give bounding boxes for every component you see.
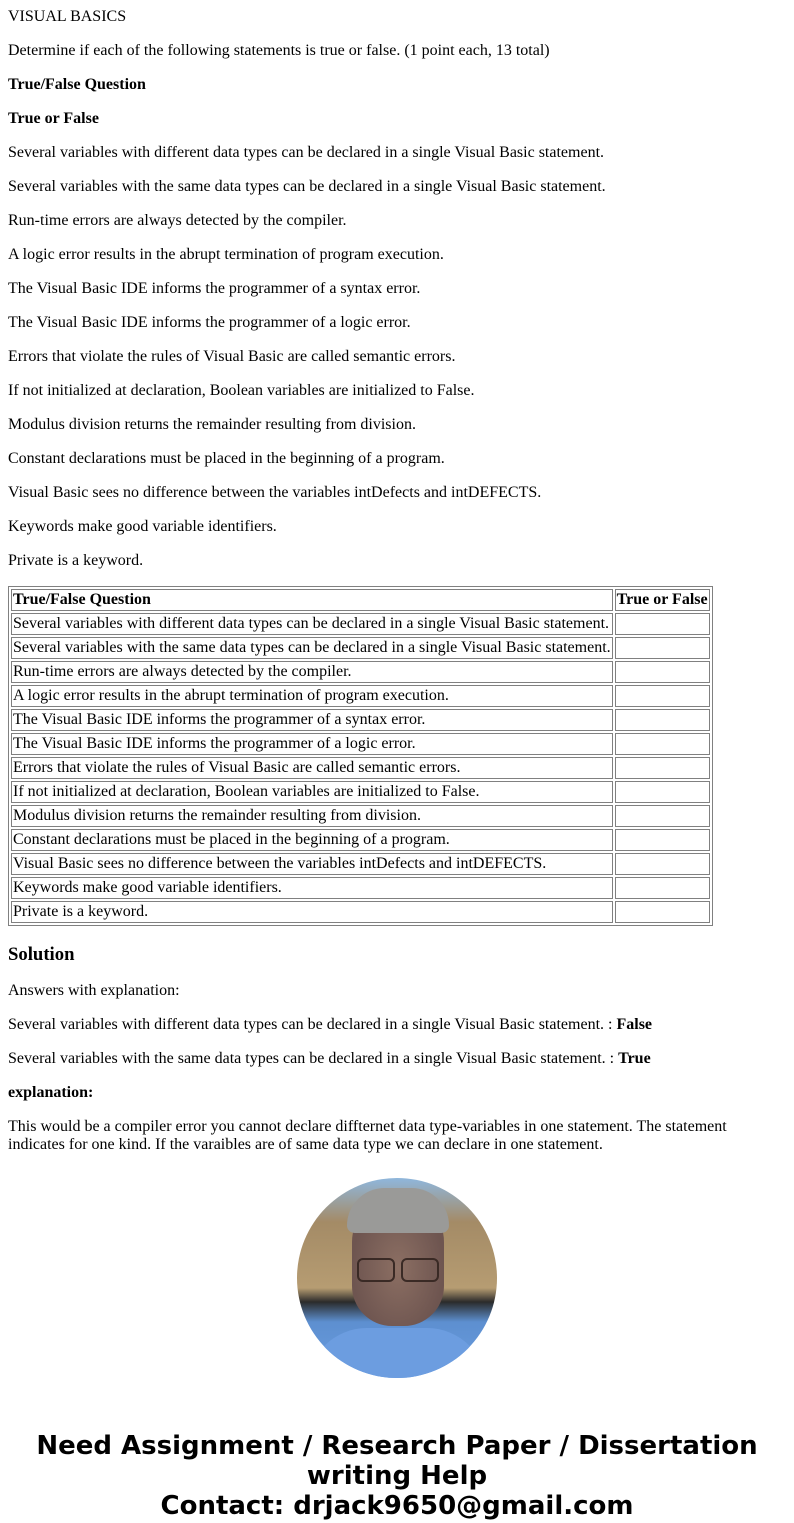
question-statement: A logic error results in the abrupt termination of program execution. <box>8 246 444 263</box>
question-cell: Several variables with different data types can be declared in a single Visual Basic statement. <box>11 613 613 635</box>
answer-cell <box>615 685 710 707</box>
explanation-text: This would be a compiler error you cannot declare diffternet data type-variables in one statement. The statement indicates for one kind. If the varaibles are of same data type we can declare in one statement. <box>8 1118 727 1153</box>
answer-cell <box>615 805 710 827</box>
table-header-row <box>11 589 710 611</box>
promo-footer <box>0 1431 794 1521</box>
question-list <box>8 144 786 570</box>
answer-cell <box>615 733 710 755</box>
question-cell: Visual Basic sees no difference between the variables intDefects and intDEFECTS. <box>11 853 613 875</box>
question-cell: Private is a keyword. <box>11 901 613 923</box>
question-cell: Modulus division returns the remainder resulting from division. <box>11 805 613 827</box>
question-statement: Several variables with the same data types can be declared in a single Visual Basic statement. <box>8 178 606 195</box>
table-row <box>11 637 710 659</box>
answer-statement: Several variables with different data types can be declared in a single Visual Basic statement. : <box>8 1016 613 1033</box>
answer-cell <box>615 901 710 923</box>
question-cell: Several variables with the same data types can be declared in a single Visual Basic statement. <box>11 637 613 659</box>
question-heading: True/False Question <box>8 76 146 93</box>
answer-item <box>8 1050 786 1068</box>
answer-cell <box>615 781 710 803</box>
table-row <box>11 853 710 875</box>
question-cell: Run-time errors are always detected by the compiler. <box>11 661 613 683</box>
col-header-question: True/False Question <box>11 589 613 611</box>
table-row <box>11 829 710 851</box>
instructions: Determine if each of the following statements is true or false. (1 point each, 13 total) <box>8 42 550 59</box>
table-row <box>11 877 710 899</box>
answer-cell <box>615 613 710 635</box>
table-row <box>11 685 710 707</box>
col-header-answer: True or False <box>615 589 710 611</box>
answer-cell <box>615 709 710 731</box>
contact-line: Contact: drjack9650@gmail.com <box>160 1491 634 1521</box>
answer-value: True <box>618 1050 651 1067</box>
question-statement: Errors that violate the rules of Visual Basic are called semantic errors. <box>8 348 456 365</box>
question-cell: Constant declarations must be placed in the beginning of a program. <box>11 829 613 851</box>
answer-cell <box>615 637 710 659</box>
question-cell: Keywords make good variable identifiers. <box>11 877 613 899</box>
answer-cell <box>615 757 710 779</box>
answer-list <box>8 1016 786 1068</box>
solution-intro: Answers with explanation: <box>8 982 180 999</box>
question-statement: Run-time errors are always detected by the compiler. <box>8 212 347 229</box>
question-statement: If not initialized at declaration, Boolean variables are initialized to False. <box>8 382 475 399</box>
answer-item <box>8 1016 786 1034</box>
question-cell: Errors that violate the rules of Visual Basic are called semantic errors. <box>11 757 613 779</box>
question-cell: A logic error results in the abrupt termination of program execution. <box>11 685 613 707</box>
promo-line: Need Assignment / Research Paper / Dissertation writing Help <box>36 1431 758 1491</box>
question-statement: Keywords make good variable identifiers. <box>8 518 277 535</box>
table-row <box>11 781 710 803</box>
question-statement: Visual Basic sees no difference between the variables intDefects and intDEFECTS. <box>8 484 542 501</box>
table-row <box>11 709 710 731</box>
question-statement: Several variables with different data types can be declared in a single Visual Basic statement. <box>8 144 605 161</box>
answer-value: False <box>616 1016 653 1033</box>
table-row <box>11 901 710 923</box>
author-photo <box>297 1178 497 1378</box>
answer-cell <box>615 829 710 851</box>
table-row <box>11 661 710 683</box>
question-cell: The Visual Basic IDE informs the programmer of a logic error. <box>11 733 613 755</box>
explanation-label: explanation: <box>8 1084 94 1101</box>
question-cell: If not initialized at declaration, Boolean variables are initialized to False. <box>11 781 613 803</box>
question-statement: Constant declarations must be placed in the beginning of a program. <box>8 450 445 467</box>
answer-cell <box>615 853 710 875</box>
table-row <box>11 733 710 755</box>
question-statement: The Visual Basic IDE informs the programmer of a logic error. <box>8 314 411 331</box>
question-cell: The Visual Basic IDE informs the programmer of a syntax error. <box>11 709 613 731</box>
table-row <box>11 613 710 635</box>
answer-cell <box>615 877 710 899</box>
answer-statement: Several variables with the same data types can be declared in a single Visual Basic statement. : <box>8 1050 615 1067</box>
question-statement: The Visual Basic IDE informs the programmer of a syntax error. <box>8 280 421 297</box>
table-row <box>11 757 710 779</box>
doc-title: VISUAL BASICS <box>8 8 127 25</box>
question-statement: Private is a keyword. <box>8 552 144 569</box>
question-statement: Modulus division returns the remainder resulting from division. <box>8 416 416 433</box>
table-row <box>11 805 710 827</box>
answer-heading: True or False <box>8 110 99 127</box>
solution-heading: Solution <box>8 944 75 965</box>
answer-cell <box>615 661 710 683</box>
question-table <box>8 586 713 926</box>
